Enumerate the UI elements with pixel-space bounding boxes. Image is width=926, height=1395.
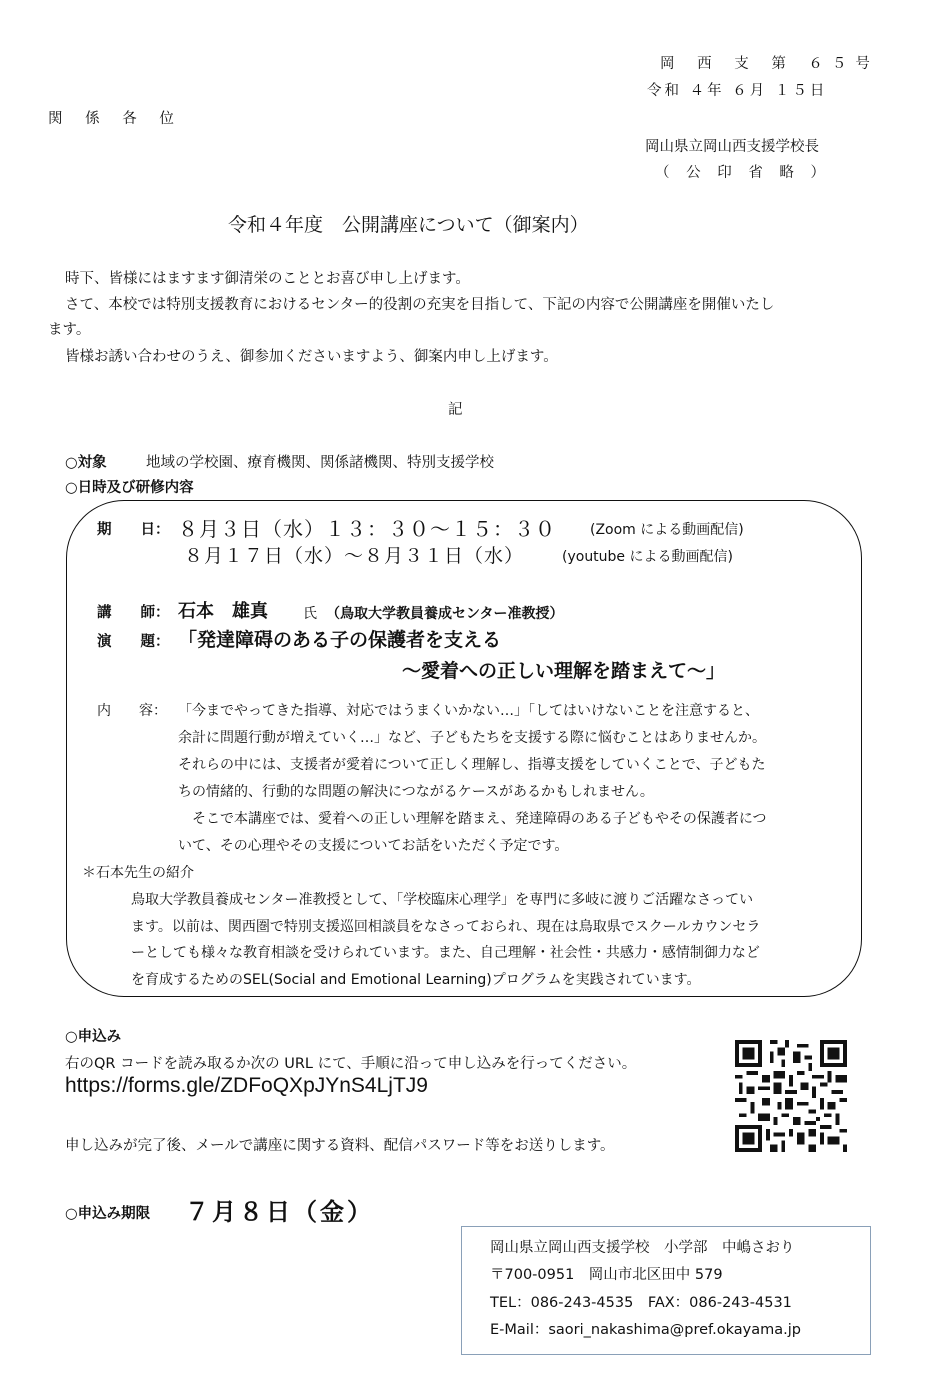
document-date: 令和 ４年 ６月 １５日: [647, 83, 828, 99]
date-2-note: (youtube による動画配信): [562, 549, 733, 565]
date-2: ８月１７日（水）～８月３１日（水）: [184, 545, 525, 567]
deadline-label: ○申込み期限: [65, 1206, 151, 1222]
page-title: 令和４年度 公開講座について（御案内）: [228, 214, 589, 236]
application-url-link[interactable]: https://forms.gle/ZDFoQXpJYnS4LjTJ9: [65, 1074, 428, 1097]
date-1-note: (Zoom による動画配信): [590, 522, 744, 538]
lecturer-suffix: 氏: [303, 606, 317, 622]
target-label: ○対象: [65, 455, 107, 471]
content-label: 内 容：: [97, 703, 167, 719]
lecturer-affiliation: （鳥取大学教員養成センター准教授）: [326, 606, 564, 622]
profile-line: ーとしても様々な教育相談を受けられています。また、自己理解・社会性・共感力・感情制御力など: [131, 945, 760, 961]
intro-line-1: 時下、皆様にはますます御清栄のこととお喜び申し上げます。: [65, 271, 470, 287]
topic-line-2: ～愛着への正しい理解を踏まえて～」: [402, 660, 726, 682]
topic-label: 演 題：: [97, 634, 170, 650]
ki-mark: 記: [448, 402, 463, 418]
content-line: 余計に問題行動が増えていく…」など、子どもたちを支援する際に悩むことはありませんか。: [178, 730, 766, 746]
intro-line-2: さて、本校では特別支援教育におけるセンター的役割の充実を目指して、下記の内容で公開講座を開催いたし: [65, 297, 775, 313]
application-heading: ○申込み: [65, 1029, 122, 1045]
target-text: 地域の学校園、療育機関、関係諸機関、特別支援学校: [146, 455, 494, 471]
deadline-date: ７月８日（金）: [185, 1198, 374, 1226]
contact-line-3: TEL：086-243-4535 FAX：086-243-4531: [490, 1295, 792, 1311]
topic-line-1: 「発達障碍のある子の保護者を支える: [178, 629, 502, 651]
date-1: ８月３日（水）１３：３０～１５：３０: [178, 517, 556, 541]
content-line: いて、その心理やその支援についてお話をいただく予定です。: [178, 838, 569, 854]
profile-line: 鳥取大学教員養成センター准教授として、「学校臨床心理学」を専門に多岐に渡りご活躍なさってい: [131, 892, 754, 908]
content-line: それらの中には、支援者が愛着について正しく理解し、指導支援をしていくことで、子どもた: [178, 757, 766, 773]
profile-line: を育成するためのSEL(Social and Emotional Learning)プログラムを実践されています。: [131, 972, 701, 988]
date-label: 期 日：: [97, 522, 170, 538]
lecturer-label: 講 師：: [97, 605, 170, 621]
addressee: 関 係 各 位: [48, 111, 183, 127]
profile-heading: ＊石本先生の紹介: [82, 865, 194, 881]
content-line: そこで本講座では、愛着への正しい理解を踏まえ、発達障碍のある子どもやその保護者につ: [178, 811, 767, 827]
seal-note: （ 公 印 省 略 ）: [655, 165, 832, 181]
content-line: ちの情緒的、行動的な問題の解決につながるケースがあるかもしれません。: [178, 784, 654, 800]
contact-line-2: 〒700-0951 岡山市北区田中 579: [490, 1267, 723, 1283]
contact-email-link[interactable]: E-Mail：saori_nakashima@pref.okayama.jp: [490, 1322, 801, 1338]
qr-code-icon[interactable]: [735, 1040, 847, 1152]
sender: 岡山県立岡山西支援学校長: [645, 139, 819, 155]
profile-line: ます。以前は、関西圏で特別支援巡回相談員をなさっておられ、現在は鳥取県でスクールカウンセラ: [131, 919, 761, 935]
intro-line-3: ます。: [48, 322, 91, 338]
application-after-note: 申し込みが完了後、メールで講座に関する資料、配信パスワード等をお送りします。: [65, 1138, 615, 1154]
contact-line-1: 岡山県立岡山西支援学校 小学部 中嶋さおり: [490, 1240, 795, 1256]
intro-line-4: 皆様お誘い合わせのうえ、御参加くださいますよう、御案内申し上げます。: [65, 349, 558, 365]
application-instruction: 右のQR コードを読み取るか次の URL にて、手順に沿って申し込みを行ってください。: [65, 1056, 637, 1072]
schedule-heading: ○日時及び研修内容: [65, 480, 194, 496]
content-line: 「今までやってきた指導、対応ではうまくいかない…」「してはいけないことを注意すると、: [178, 703, 759, 719]
document-number: 岡 西 支 第 ６５号: [660, 56, 879, 72]
lecturer-name: 石本 雄真: [178, 601, 268, 622]
